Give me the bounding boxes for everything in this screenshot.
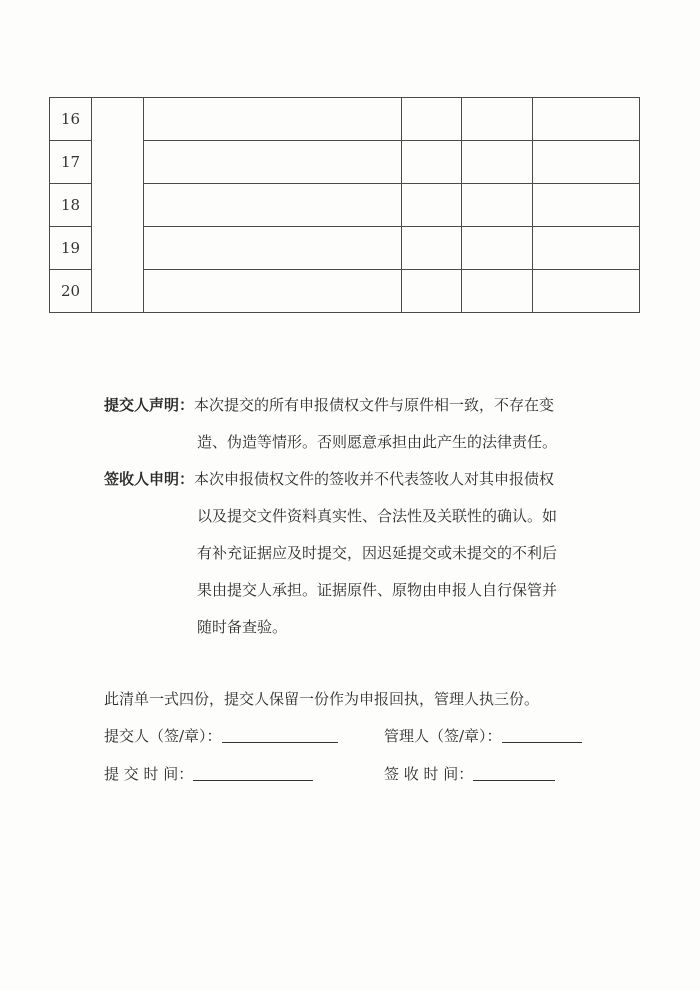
- table-cell: [533, 184, 640, 227]
- table-cell: [402, 227, 462, 270]
- table-cell: [402, 270, 462, 313]
- table-row: [50, 184, 640, 227]
- receiver-declaration-heading: 签收人申明：: [104, 470, 195, 488]
- table-cell: [462, 141, 533, 184]
- manager-signature-line[interactable]: [502, 726, 582, 743]
- submit-time: [104, 763, 313, 784]
- table-cell: [144, 98, 402, 141]
- submitter-declaration-text: 造、伪造等情形。否则愿意承担由此产生的法律责任。: [197, 433, 558, 451]
- table-cell: [402, 98, 462, 141]
- table-row: [50, 98, 640, 141]
- table-cell: [402, 141, 462, 184]
- table-cell: [144, 141, 402, 184]
- submitter-declaration-text: 本次提交的所有申报债权文件与原件相一致，不存在变: [194, 396, 555, 414]
- table-cell: [533, 227, 640, 270]
- table-cell: [144, 270, 402, 313]
- row-number: 17: [50, 141, 92, 184]
- receiver-declaration-text: 以及提交文件资料真实性、合法性及关联性的确认。如: [197, 507, 558, 525]
- row-number: 20: [50, 270, 92, 313]
- manager-signature: [384, 725, 582, 746]
- submitter-signature-label: 提交人（签/章）：: [104, 727, 222, 745]
- row-number: 16: [50, 98, 92, 141]
- receiver-declaration-text: 本次申报债权文件的签收并不代表签收人对其申报债权: [194, 470, 555, 488]
- submitter-signature-line[interactable]: [222, 726, 338, 743]
- submitter-declaration-heading: 提交人声明：: [104, 396, 195, 414]
- table-row: [50, 270, 640, 313]
- table-cell: [144, 184, 402, 227]
- table-cell: [533, 270, 640, 313]
- submit-time-label: 提 交 时 间：: [104, 765, 194, 783]
- table-cell: [92, 270, 144, 313]
- submit-time-line[interactable]: [193, 764, 313, 781]
- receive-time-label: 签 收 时 间：: [384, 765, 474, 783]
- claims-table: [49, 97, 640, 313]
- submitter-declaration: [104, 387, 624, 461]
- table-row: [50, 227, 640, 270]
- table-cell: [533, 98, 640, 141]
- table-cell: [92, 141, 144, 184]
- table-cell: [462, 270, 533, 313]
- receive-time: [384, 763, 555, 784]
- table-cell: [462, 184, 533, 227]
- table-cell: [144, 227, 402, 270]
- table-cell: [533, 141, 640, 184]
- table-cell: [92, 227, 144, 270]
- copies-note: 此清单一式四份，提交人保留一份作为申报回执，管理人执三份。: [104, 690, 540, 708]
- manager-signature-label: 管理人（签/章）：: [384, 727, 502, 745]
- table-cell: [402, 184, 462, 227]
- row-number: 19: [50, 227, 92, 270]
- table-row: [50, 141, 640, 184]
- table-cell: [92, 184, 144, 227]
- receiver-declaration: [104, 461, 624, 646]
- receiver-declaration-text: 有补充证据应及时提交，因迟延提交或未提交的不利后: [197, 544, 558, 562]
- row-number: 18: [50, 184, 92, 227]
- submitter-signature: [104, 725, 338, 746]
- table-cell: [462, 227, 533, 270]
- receive-time-line[interactable]: [473, 764, 555, 781]
- table-cell: [92, 98, 144, 141]
- receiver-declaration-text: 果由提交人承担。证据原件、原物由申报人自行保管并: [197, 581, 558, 599]
- table-cell: [462, 98, 533, 141]
- receiver-declaration-text: 随时备查验。: [197, 618, 288, 636]
